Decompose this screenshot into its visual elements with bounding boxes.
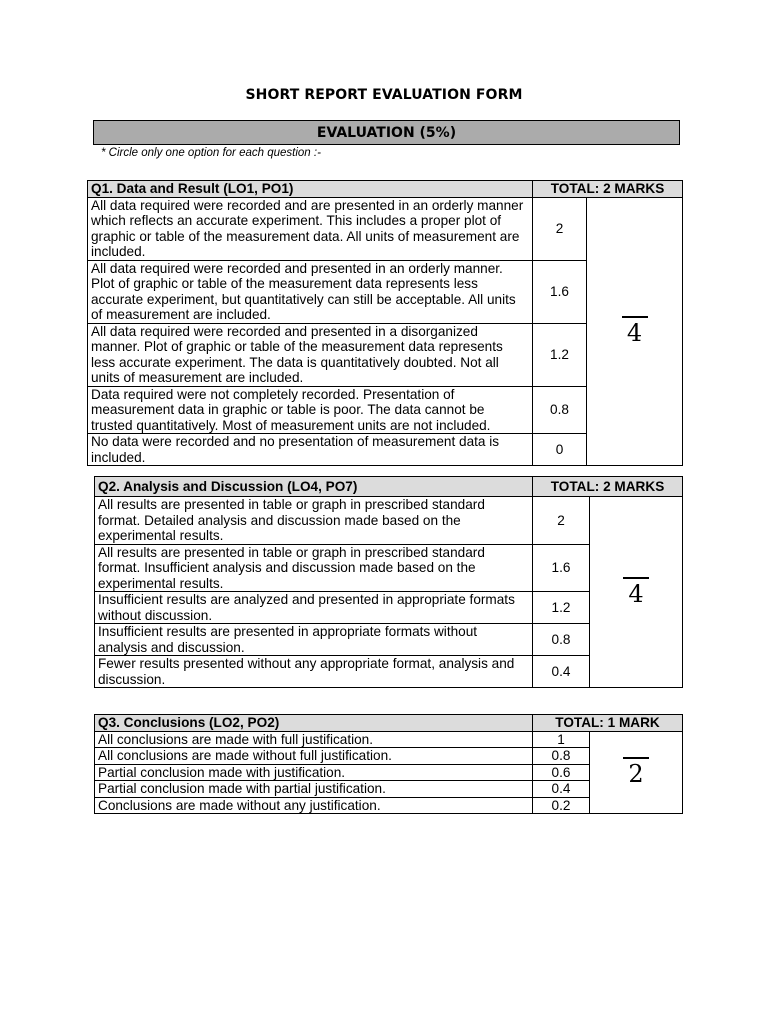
- q2-score-box: [590, 497, 683, 688]
- q2-criterion: All results are presented in table or graph in prescribed standard format. Detailed analysis and discussion made based on the experimental results.: [95, 497, 533, 545]
- q2-mark-option[interactable]: 2: [533, 497, 590, 545]
- q3-criterion: All conclusions are made with full justification.: [95, 731, 533, 748]
- q3-table: [94, 714, 683, 814]
- q3-criterion: Partial conclusion made with justification.: [95, 764, 533, 781]
- q1-criterion: All data required were recorded and are presented in an orderly manner which reflects an accurate experiment. This includes a proper plot of graphic or table of the measurement data. All units of measurement are included.: [88, 197, 533, 260]
- q1-criterion: Data required were not completely recorded. Presentation of measurement data in graphic or table is poor. The data cannot be trusted quantitatively. Most of measurement units are not included.: [88, 386, 533, 434]
- q1-mark-option[interactable]: 1.2: [533, 323, 587, 386]
- q1-score-box: [587, 197, 683, 466]
- q1-criterion: All data required were recorded and presented in a disorganized manner. Plot of graphic or table of the measurement data represents less accurate experiment. The data is quantitatively doubted. Not all units of measurement are included.: [88, 323, 533, 386]
- q3-mark-option[interactable]: 1: [533, 731, 590, 748]
- q2-mark-option[interactable]: 0.8: [533, 624, 590, 656]
- q1-mark-option[interactable]: 0: [533, 434, 587, 466]
- q1-total: TOTAL: 2 MARKS: [533, 181, 683, 198]
- page-title: SHORT REPORT EVALUATION FORM: [245, 87, 523, 103]
- q2-score: 4: [623, 577, 649, 607]
- q1-criterion: All data required were recorded and presented in an orderly manner. Plot of graphic or table of the measurement data represents less accurate experiment, but quantitatively can still be acceptable. All units of measurement are included.: [88, 260, 533, 323]
- q1-score: 4: [622, 316, 648, 346]
- q3-score: 2: [623, 757, 649, 787]
- q1-heading: Q1. Data and Result (LO1, PO1): [88, 181, 533, 198]
- q1-table: [87, 180, 683, 466]
- q1-mark-option[interactable]: 2: [533, 197, 587, 260]
- evaluation-header: EVALUATION (5%): [93, 120, 680, 145]
- q2-criterion: All results are presented in table or graph in prescribed standard format. Insufficient analysis and discussion made based on the experimental results.: [95, 544, 533, 592]
- table-row: [95, 731, 683, 748]
- q3-mark-option[interactable]: 0.6: [533, 764, 590, 781]
- q2-mark-option[interactable]: 1.6: [533, 544, 590, 592]
- q2-table: [94, 476, 683, 688]
- instruction-note: * Circle only one option for each question :-: [101, 147, 321, 159]
- q3-criterion: Conclusions are made without any justification.: [95, 797, 533, 814]
- q3-total: TOTAL: 1 MARK: [533, 715, 683, 732]
- q3-criterion: Partial conclusion made with partial justification.: [95, 781, 533, 798]
- q1-mark-option[interactable]: 0.8: [533, 386, 587, 434]
- q3-mark-option[interactable]: 0.8: [533, 748, 590, 765]
- q2-heading: Q2. Analysis and Discussion (LO4, PO7): [95, 477, 533, 497]
- q3-score-box: [590, 731, 683, 814]
- q3-mark-option[interactable]: 0.4: [533, 781, 590, 798]
- q3-criterion: All conclusions are made without full justification.: [95, 748, 533, 765]
- q3-heading: Q3. Conclusions (LO2, PO2): [95, 715, 533, 732]
- q2-mark-option[interactable]: 0.4: [533, 656, 590, 688]
- q2-criterion: Insufficient results are analyzed and presented in appropriate formats without discussion.: [95, 592, 533, 624]
- q1-mark-option[interactable]: 1.6: [533, 260, 587, 323]
- q1-criterion: No data were recorded and no presentation of measurement data is included.: [88, 434, 533, 466]
- table-row: [88, 197, 683, 260]
- q2-criterion: Fewer results presented without any appropriate format, analysis and discussion.: [95, 656, 533, 688]
- q2-criterion: Insufficient results are presented in appropriate formats without analysis and discussion.: [95, 624, 533, 656]
- table-row: [95, 497, 683, 545]
- q3-mark-option[interactable]: 0.2: [533, 797, 590, 814]
- q2-total: TOTAL: 2 MARKS: [533, 477, 683, 497]
- q2-mark-option[interactable]: 1.2: [533, 592, 590, 624]
